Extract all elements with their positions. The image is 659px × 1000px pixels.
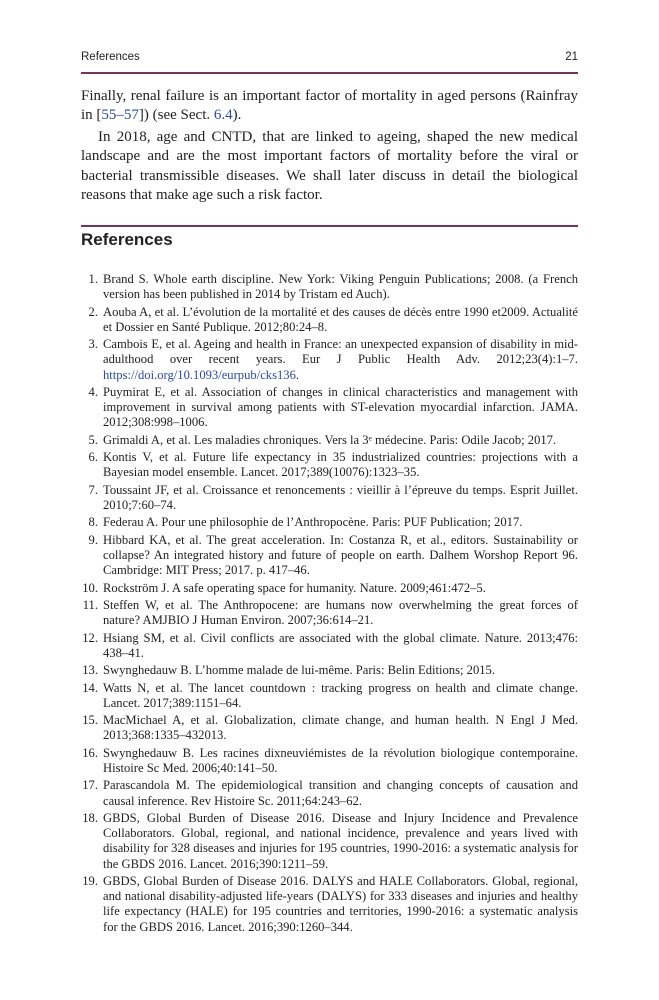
reference-text: Aouba A, et al. L’évolution de la mortalité et des causes de décès entre 1990 et2009. Actualité et Dossier en Santé Publique. 2012;80:24–8. <box>103 304 578 334</box>
paragraph-1-text-start: Finally, renal failure is an important factor of mortality in aged persons (Rainfray in [ <box>81 88 578 124</box>
reference-item <box>81 305 578 335</box>
reference-item <box>81 746 578 776</box>
reference-number: 17. <box>82 778 98 793</box>
reference-item <box>81 811 578 872</box>
reference-text: Swynghedauw B. L’homme malade de lui-même. Paris: Belin Editions; 2015. <box>103 663 495 678</box>
reference-text: Toussaint JF, et al. Croissance et renoncements : vieillir à l’épreuve du temps. Esprit Juillet. 2010;7:60–74. <box>103 482 578 512</box>
paragraph-1 <box>81 87 578 126</box>
citation-link[interactable]: 55–57 <box>101 107 139 124</box>
references-rule <box>81 225 578 227</box>
reference-number: 9. <box>88 532 98 547</box>
reference-number: 5. <box>88 432 98 447</box>
reference-text: Cambois E, et al. Ageing and health in France: an unexpected expansion of disability in mid-adulthood over recent years. Eur J Public Health Adv. 2012;23(4):1–7. <box>103 337 578 367</box>
reference-number: 19. <box>82 873 98 888</box>
reference-number: 8. <box>88 515 98 530</box>
reference-text: Watts N, et al. The lancet countdown : tracking progress on health and climate change. Lancet. 2017;389:1151–64. <box>103 680 578 710</box>
reference-number: 13. <box>82 663 98 678</box>
reference-item <box>81 631 578 661</box>
reference-item <box>81 533 578 579</box>
doi-link[interactable]: https://doi.org/10.1093/eurpub/cks136 <box>103 367 296 382</box>
paragraph-2: In 2018, age and CNTD, that are linked to ageing, shaped the new medical landscape and are the most important factors of mortality before the viral or bacterial transmissible diseases. We shall later discuss in detail the biological reasons that make age such a risk factor. <box>81 128 578 204</box>
paragraph-1-text-middle: ]) (see Sect. <box>138 107 214 124</box>
reference-item <box>81 874 578 935</box>
page-number: 21 <box>565 51 578 63</box>
reference-number: 11. <box>82 597 98 612</box>
reference-text: Parascandola M. The epidemiological transition and changing concepts of causation and causal inference. Rev Histoire Sc. 2011;64:243–62. <box>103 778 578 808</box>
reference-item <box>81 581 578 596</box>
reference-text: GBDS, Global Burden of Disease 2016. DALYS and HALE Collaborators. Global, regional, and national disability-adjusted life-years (DALYS) for 333 diseases and injuries and healthy life expectancy (HALE) for 195 countries and territories, 1990-2016: a systematic analysis for the GBDS 2016. Lancet. 2016;390:1260–344. <box>103 873 578 934</box>
reference-number: 6. <box>88 450 98 465</box>
reference-number: 3. <box>88 337 98 352</box>
references-heading: References <box>81 230 173 249</box>
body-text <box>81 87 578 205</box>
reference-text: Grimaldi A, et al. Les maladies chroniques. Vers la 3ᵉ médecine. Paris: Odile Jacob; 2017. <box>103 432 557 447</box>
reference-text: GBDS, Global Burden of Disease 2016. Disease and Injury Incidence and Prevalence Collaborators. Global, regional, and national incidence, prevalence and years lived with disability for 328 diseases and injuries for 195 countries, 1990-2016: a systematic analysis for the GBDS 2016. Lancet. 2016;390:1211–59. <box>103 810 578 871</box>
reference-text: Steffen W, et al. The Anthropocene: are humans now overwhelming the great forces of nature? AMJBIO J Human Environ. 2007;36:614–21. <box>103 597 578 628</box>
reference-item <box>81 385 578 431</box>
reference-number: 7. <box>88 482 98 497</box>
reference-number: 14. <box>82 680 98 695</box>
reference-number: 2. <box>88 304 98 319</box>
reference-text: Kontis V, et al. Future life expectancy in 35 industrialized countries: projections with a Bayesian model ensemble. Lancet. 2017;389(10076):1323–35. <box>103 450 578 480</box>
reference-number: 16. <box>82 745 98 760</box>
reference-number: 10. <box>82 580 98 595</box>
reference-text: Rockström J. A safe operating space for humanity. Nature. 2009;461:472–5. <box>103 580 486 595</box>
reference-number: 18. <box>82 810 98 825</box>
reference-text: Swynghedauw B. Les racines dixneuviémistes de la révolution biologique contemporaine. Histoire Sc Med. 2006;40:141–50. <box>103 745 578 775</box>
reference-item <box>81 483 578 513</box>
reference-item <box>81 713 578 743</box>
reference-item <box>81 681 578 711</box>
reference-item <box>81 663 578 678</box>
reference-list <box>81 272 578 937</box>
reference-text: Federau A. Pour une philosophie de l’Anthropocène. Paris: PUF Publication; 2017. <box>103 515 523 530</box>
reference-number: 1. <box>88 272 98 286</box>
reference-text: Puymirat E, et al. Association of changes in clinical characteristics and management with improvement in survival among patients with ST-elevation myocardial infarction. JAMA. 2012;308:998–1006. <box>103 384 578 430</box>
paragraph-1-text-end: ). <box>232 107 242 124</box>
reference-text-end: . <box>295 367 300 382</box>
reference-item <box>81 433 578 448</box>
reference-text: MacMichael A, et al. Globalization, climate change, and human health. N Engl J Med. 2013;368:1335–432013. <box>103 713 578 743</box>
reference-item <box>81 450 578 480</box>
reference-number: 15. <box>82 713 98 728</box>
reference-item <box>81 337 578 383</box>
section-link[interactable]: 6.4 <box>213 107 233 124</box>
reference-text: Hibbard KA, et al. The great acceleration. In: Costanza R, et al., editors. Sustainability or collapse? An integrated history and future of people on earth. Dalhem Worshop Report 96. Cambridge: MIT Press; 2017. p. 417–46. <box>103 532 578 578</box>
reference-number: 12. <box>82 630 98 645</box>
running-header-section: References <box>81 51 140 63</box>
reference-item <box>81 272 578 302</box>
reference-item <box>81 515 578 530</box>
reference-number: 4. <box>88 384 98 399</box>
reference-text: Hsiang SM, et al. Civil conflicts are associated with the global climate. Nature. 2013;476: 438–41. <box>103 630 578 660</box>
reference-item <box>81 598 578 628</box>
reference-item <box>81 778 578 808</box>
reference-text: Brand S. Whole earth discipline. New York: Viking Penguin Publications; 2008. (a French version has been published in 2014 by Tristam ed Auch). <box>103 272 578 302</box>
header-rule <box>81 72 578 74</box>
